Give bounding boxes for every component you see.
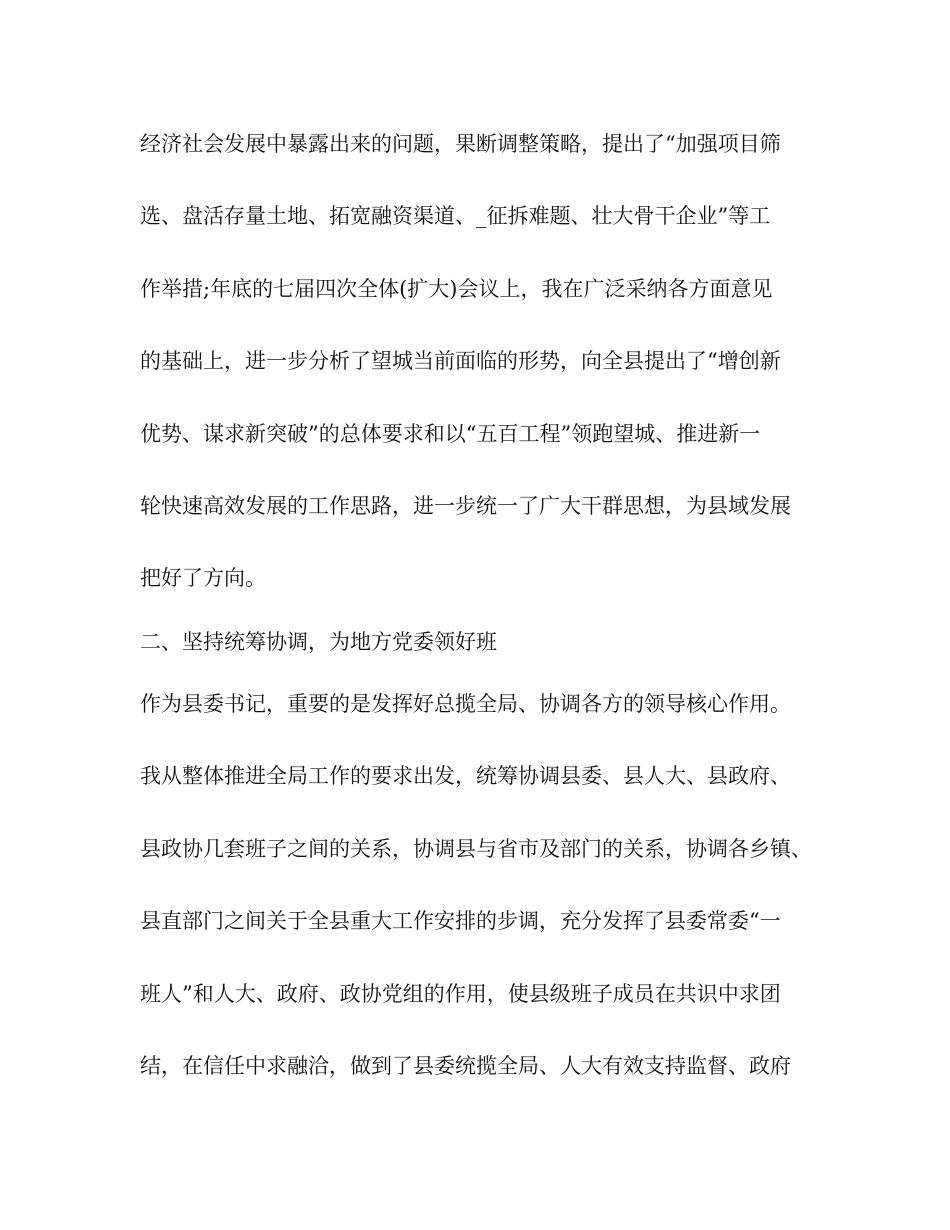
section-heading: 二、坚持统筹协调，为地方党委领好班: [140, 630, 497, 654]
paragraph-1-line-2: 选、盘活存量土地、拓宽融资渠道、_征拆难题、壮大骨干企业”等工: [140, 204, 771, 228]
paragraph-1-line-7: 把好了方向。: [140, 566, 266, 590]
paragraph-2-line-4: 县直部门之间关于全县重大工作安排的步调，充分发挥了县委常委“一: [140, 909, 781, 933]
paragraph-2-line-6: 结，在信任中求融洽，做到了县委统揽全局、人大有效支持监督、政府: [140, 1054, 791, 1078]
paragraph-2-line-5: 班人”和人大、政府、政协党组的作用，使县级班子成员在共识中求团: [140, 982, 781, 1006]
paragraph-1-line-3: 作举措;年底的七届四次全体(扩大)会议上，我在广泛采纳各方面意见: [140, 277, 773, 301]
paragraph-1-line-5: 优势、谋求新突破”的总体要求和以“五百工程”领跑望城、推进新一: [140, 422, 761, 446]
paragraph-1-line-6: 轮快速高效发展的工作思路，进一步统一了广大干群思想，为县域发展: [140, 494, 791, 518]
paragraph-1-line-1: 经济社会发展中暴露出来的问题，果断调整策略，提出了“加强项目筛: [140, 132, 781, 156]
paragraph-2-line-1: 作为县委书记，重要的是发挥好总揽全局、协调各方的领导核心作用。: [140, 692, 791, 716]
paragraph-2-line-2: 我从整体推进全局工作的要求出发，统筹协调县委、县人大、县政府、: [140, 764, 791, 788]
paragraph-1-line-4: 的基础上，进一步分析了望城当前面临的形势，向全县提出了“增创新: [140, 349, 781, 373]
paragraph-2-line-3: 县政协几套班子之间的关系，协调县与省市及部门的关系，协调各乡镇、: [140, 837, 812, 861]
